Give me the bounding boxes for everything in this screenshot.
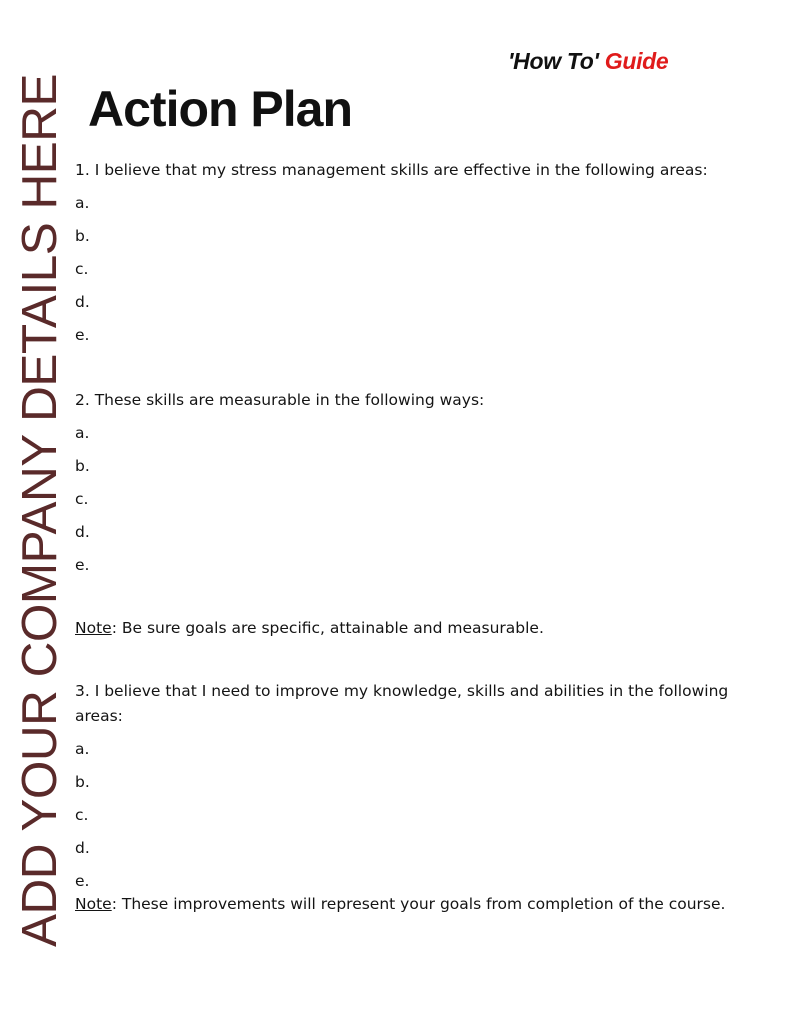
question-1-list: [75, 191, 735, 356]
list-item: d.: [75, 293, 90, 311]
action-plan-content: [75, 158, 735, 917]
section-gap: [75, 356, 735, 388]
note-text: : Be sure goals are specific, attainable and measurable.: [111, 619, 544, 637]
question-2-list: [75, 421, 735, 586]
question-2: 2. These skills are measurable in the following ways:: [75, 391, 485, 409]
note-label: Note: [75, 619, 112, 637]
how-to-guide-label: [508, 48, 668, 75]
guide-label-prefix: 'How To': [508, 48, 599, 74]
list-item: e.: [75, 556, 90, 574]
list-item: b.: [75, 457, 90, 475]
company-details-placeholder: ADD YOUR COMPANY DETAILS HERE: [12, 73, 67, 947]
page-title: Action Plan: [88, 81, 353, 137]
note-1: [75, 616, 735, 641]
section-gap: [75, 641, 735, 679]
section-gap: [75, 586, 735, 616]
list-item: c.: [75, 260, 89, 278]
note-label: Note: [75, 895, 112, 913]
list-item: d.: [75, 839, 90, 857]
list-item: d.: [75, 523, 90, 541]
guide-label-accent: Guide: [604, 48, 669, 74]
list-item: c.: [75, 490, 89, 508]
list-item: a.: [75, 740, 90, 758]
list-item: a.: [75, 424, 90, 442]
note-text: : These improvements will represent your goals from completion of the course.: [111, 895, 726, 913]
list-item: b.: [75, 773, 90, 791]
note-2: [75, 892, 735, 917]
question-3-list: [75, 737, 735, 892]
list-item: e.: [75, 326, 90, 344]
list-item: c.: [75, 806, 89, 824]
question-1: 1. I believe that my stress management skills are effective in the following areas:: [75, 161, 708, 179]
question-3: 3. I believe that I need to improve my knowledge, skills and abilities in the following areas:: [75, 682, 729, 725]
list-item: b.: [75, 227, 90, 245]
list-item: e.: [75, 872, 90, 890]
list-item: a.: [75, 194, 90, 212]
